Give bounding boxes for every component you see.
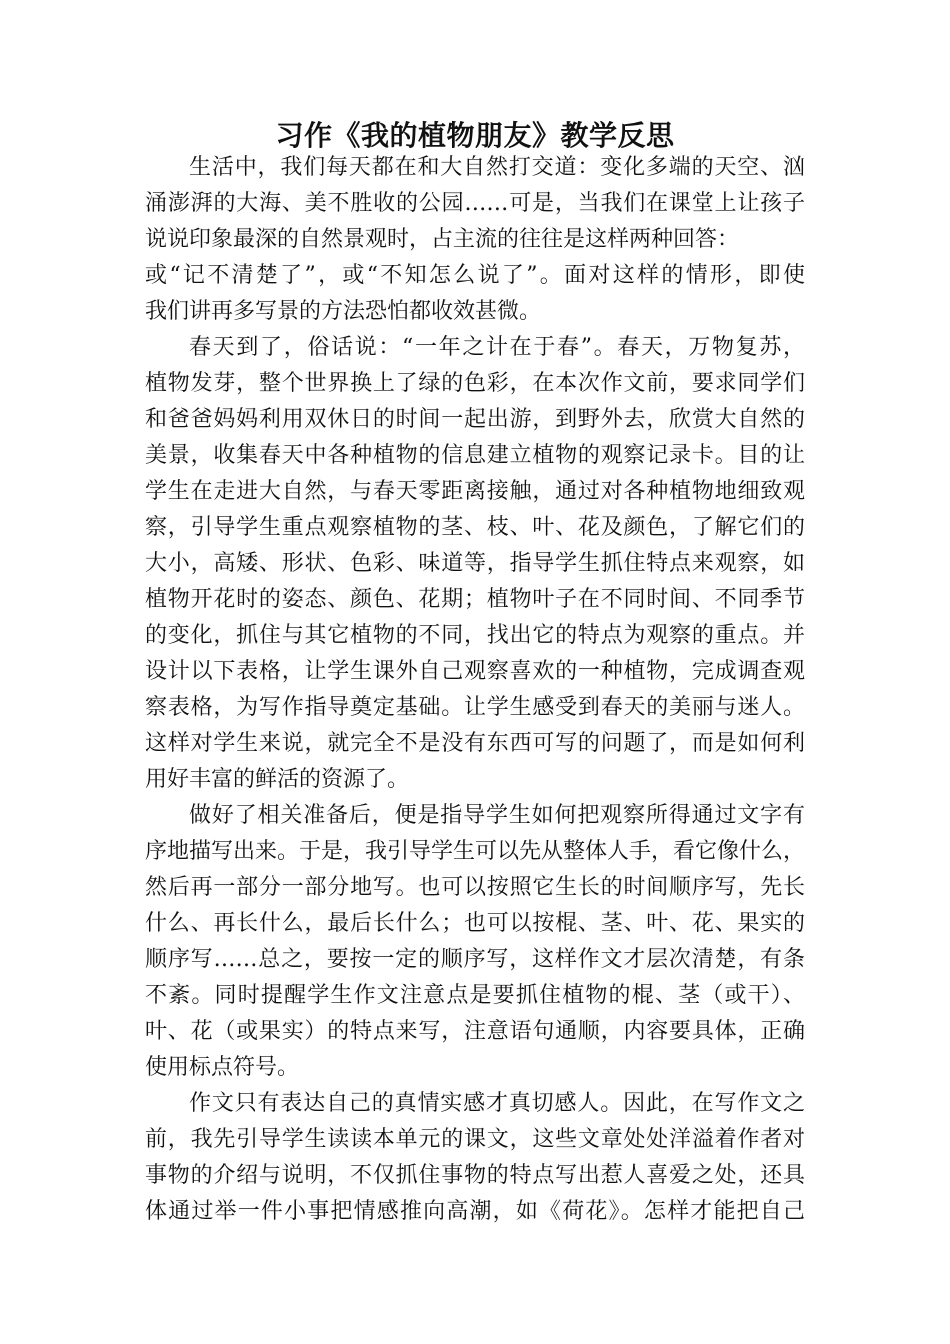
text-line: 然后再一部分一部分地写。也可以按照它生长的时间顺序写，先长: [145, 875, 805, 900]
text-line: 生活中，我们每天都在和大自然打交道：变化多端的天空、汹: [189, 155, 805, 180]
text-line: 顺序写……总之，要按一定的顺序写，这样作文才层次清楚，有条: [145, 947, 805, 972]
text-line: 察表格，为写作指导奠定基础。让学生感受到春天的美丽与迷人。: [145, 695, 805, 720]
paragraph-4: [145, 1086, 805, 1230]
text-line: 和爸爸妈妈利用双休日的时间一起出游，到野外去，欣赏大自然的: [145, 407, 805, 432]
paragraph-3: [145, 798, 805, 1086]
text-line: 植物发芽，整个世界换上了绿的色彩，在本次作文前，要求同学们: [145, 371, 805, 396]
text-line: 体通过举一件小事把情感推向高潮，如《荷花》。怎样才能把自己: [145, 1199, 805, 1224]
text-line: 春天到了，俗话说：“一年之计在于春”。春天，万物复苏，: [189, 335, 805, 360]
text-line: 使用标点符号。: [145, 1055, 300, 1080]
text-line: 前，我先引导学生读读本单元的课文，这些文章处处洋溢着作者对: [145, 1127, 805, 1152]
paragraph-2: [145, 330, 805, 798]
document-body: [145, 150, 805, 1230]
document-title: 习作《我的植物朋友》教学反思: [275, 119, 675, 152]
text-line: 做好了相关准备后，便是指导学生如何把观察所得通过文字有: [189, 803, 805, 828]
text-line: 涌澎湃的大海、美不胜收的公园……可是，当我们在课堂上让孩子: [145, 191, 805, 216]
text-line: 植物开花时的姿态、颜色、花期；植物叶子在不同时间、不同季节: [145, 587, 805, 612]
text-line: 或“记不清楚了”，或“不知怎么说了”。面对这样的情形，即使: [145, 263, 805, 288]
text-line: 不紊。同时提醒学生作文注意点是要抓住植物的棍、茎（或干）、: [145, 983, 805, 1008]
text-line: 设计以下表格，让学生课外自己观察喜欢的一种植物，完成调查观: [145, 659, 805, 684]
text-line: 学生在走进大自然，与春天零距离接触，通过对各种植物地细致观: [145, 479, 805, 504]
text-line: 什么、再长什么，最后长什么；也可以按棍、茎、叶、花、果实的: [145, 911, 805, 936]
text-line: 序地描写出来。于是，我引导学生可以先从整体人手，看它像什么，: [145, 839, 806, 864]
text-line: 叶、花（或果实）的特点来写，注意语句通顺，内容要具体，正确: [145, 1019, 805, 1044]
text-line: 我们讲再多写景的方法恐怕都收效甚微。: [145, 299, 542, 324]
text-line: 察，引导学生重点观察植物的茎、枝、叶、花及颜色，了解它们的: [145, 515, 805, 540]
text-line: 大小，高矮、形状、色彩、味道等，指导学生抓住特点来观察，如: [145, 551, 805, 576]
text-line: 美景，收集春天中各种植物的信息建立植物的观察记录卡。目的让: [145, 443, 805, 468]
text-line: 这样对学生来说，就完全不是没有东西可写的问题了，而是如何利: [145, 731, 805, 756]
text-line: 用好丰富的鲜活的资源了。: [145, 767, 410, 792]
paragraph-1: [145, 150, 805, 330]
text-line: 说说印象最深的自然景观时，占主流的往往是这样两种回答：: [145, 227, 740, 252]
text-line: 作文只有表达自己的真情实感才真切感人。因此，在写作文之: [189, 1091, 805, 1116]
text-line: 的变化，抓住与其它植物的不同，找出它的特点为观察的重点。并: [145, 623, 805, 648]
text-line: 事物的介绍与说明，不仅抓住事物的特点写出惹人喜爱之处，还具: [145, 1163, 805, 1188]
